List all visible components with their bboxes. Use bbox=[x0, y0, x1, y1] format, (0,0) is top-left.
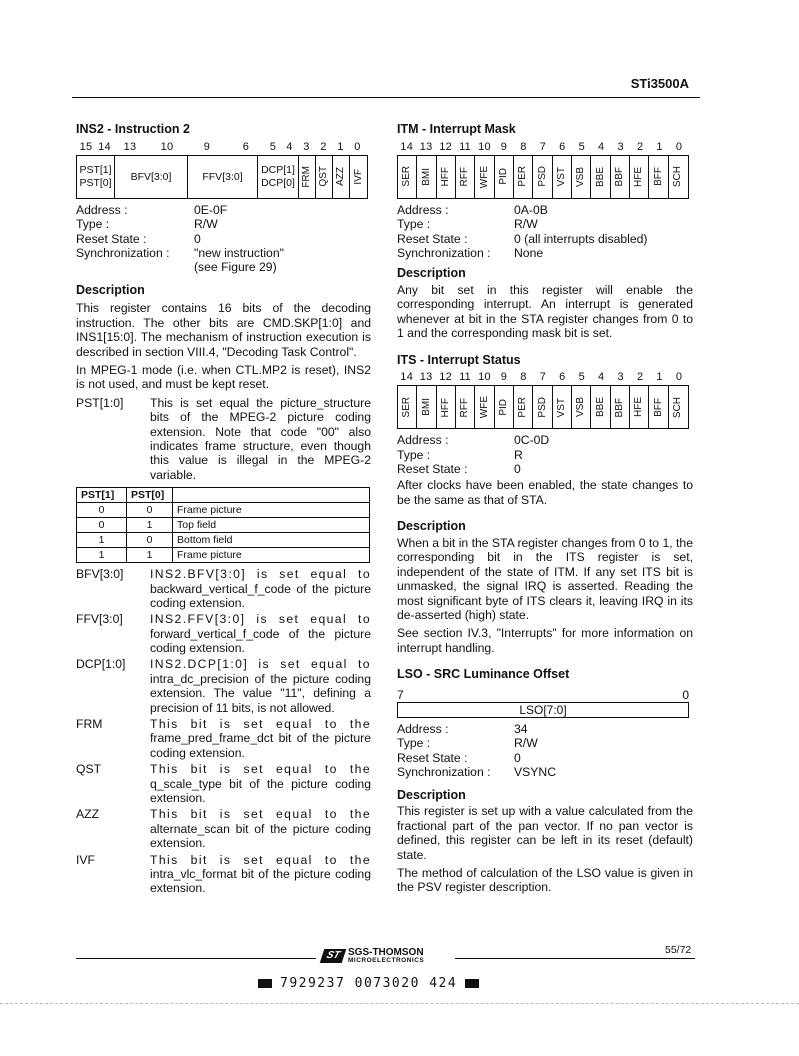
bit-number: 5 bbox=[269, 140, 277, 153]
bit-number: 14 bbox=[400, 371, 414, 384]
table-cell: Top field bbox=[173, 518, 370, 533]
field-vsb: VSB bbox=[572, 156, 591, 198]
field-vst: VST bbox=[553, 386, 572, 428]
field-psd: PSD bbox=[533, 386, 552, 428]
table-cell: 1 bbox=[127, 518, 173, 533]
ins2-description-p1: This register contains 16 bits of the decoding instruction. The other bits are CMD.SKP[1:0] and INS1[15:0]. The mechanism of instruction execution is described in section VIII.4, "Decoding Task Control". bbox=[76, 301, 371, 359]
lso-title: LSO - SRC Luminance Offset bbox=[397, 667, 570, 682]
bit-number: 12 bbox=[439, 140, 453, 153]
definition-term: IVF bbox=[76, 852, 95, 867]
prop-value: 0 (all interrupts disabled) bbox=[514, 231, 648, 246]
table-cell: 1 bbox=[127, 548, 173, 563]
footer-rule-left bbox=[76, 958, 316, 959]
field-bfv: BFV[3:0] bbox=[115, 156, 188, 198]
table-header: PST[0] bbox=[127, 488, 173, 503]
pst-definition bbox=[76, 396, 371, 484]
field-hfe: HFE bbox=[630, 386, 649, 428]
document-code bbox=[258, 976, 479, 991]
table-header: PST[1] bbox=[77, 488, 127, 503]
bit-number: 1 bbox=[656, 371, 663, 384]
logo-line-2: MICROELECTRONICS bbox=[348, 956, 425, 964]
st-logo-icon: ST bbox=[320, 949, 347, 963]
prop-label: Reset State : bbox=[397, 462, 468, 477]
page-edge-line bbox=[0, 1003, 799, 1004]
field-per: PER bbox=[514, 156, 533, 198]
its-note: After clocks have been enabled, the state changes to be the same as that of STA. bbox=[397, 478, 693, 507]
its-title: ITS - Interrupt Status bbox=[397, 352, 521, 367]
bit-number: 0 bbox=[354, 140, 361, 153]
bit-number: 6 bbox=[242, 140, 250, 153]
field-bbf: BBF bbox=[611, 386, 630, 428]
field-hfe: HFE bbox=[630, 156, 649, 198]
definition-text: This bit is set equal to the intra_vlc_format bit of the picture coding extension. bbox=[150, 852, 371, 896]
bit-number: 2 bbox=[636, 140, 644, 153]
field-dcp: DCP[1] DCP[0] bbox=[258, 156, 299, 198]
bit-number: 6 bbox=[559, 371, 566, 384]
bit-number: 3 bbox=[617, 371, 624, 384]
prop-label: Address : bbox=[76, 202, 128, 217]
prop-value: VSYNC bbox=[514, 765, 556, 780]
prop-value: R/W bbox=[514, 217, 538, 232]
field-ivf: IVF bbox=[352, 168, 364, 185]
its-properties bbox=[397, 433, 693, 476]
bit-number: 13 bbox=[419, 140, 433, 153]
code-text: 7929237 0073020 424 bbox=[280, 976, 458, 991]
company-logo bbox=[322, 948, 424, 964]
bit-number: 1 bbox=[656, 140, 663, 153]
table-row bbox=[77, 503, 370, 518]
field-sch: SCH bbox=[672, 166, 684, 188]
ins2-register-diagram bbox=[76, 155, 368, 199]
right-column bbox=[397, 122, 693, 899]
its-description-heading: Description bbox=[397, 519, 466, 534]
field-rff: RFF bbox=[456, 386, 475, 428]
prop-value: None bbox=[514, 245, 544, 260]
table-row bbox=[77, 533, 370, 548]
bit-number: 3 bbox=[617, 140, 624, 153]
definition-text: This bit is set equal to the alternate_scan bit of the picture coding extension. bbox=[150, 807, 371, 851]
definition-text: INS2.DCP[1:0] is set equal to intra_dc_precision of the picture coding extension. The value "11", defining a precision of 11 bits, is not allowed. bbox=[150, 657, 371, 715]
field-ser: SER bbox=[398, 156, 417, 198]
bit-number: 4 bbox=[598, 140, 605, 153]
its-description-p2: See section IV.3, "Interrupts" for more information on interrupt handling. bbox=[397, 626, 693, 655]
prop-label: Reset State : bbox=[397, 231, 468, 246]
page-number: 55/72 bbox=[665, 944, 692, 956]
table-header bbox=[173, 488, 370, 503]
field-pst: PST[1] PST[0] bbox=[77, 156, 115, 198]
prop-value: "new instruction" (see Figure 29) bbox=[194, 245, 284, 275]
table-header-row bbox=[77, 488, 370, 503]
definition-text: This bit is set equal to the frame_pred_frame_dct bit of the picture coding extension. bbox=[150, 717, 371, 760]
itm-description-heading: Description bbox=[397, 266, 466, 281]
field-hff: HFF bbox=[437, 386, 456, 428]
lso-properties bbox=[397, 722, 693, 780]
its-register-diagram bbox=[397, 385, 689, 429]
its-description-p1: When a bit in the STA register changes from 0 to 1, the corresponding bit in the ITS register is set, independent of the state of ITM. If any set ITS bit is unmasked, the signal IRQ is asserted. Reading the most significant byte of ITS clears it, leaving IRQ in its de-asserted (high) state. bbox=[397, 536, 693, 622]
bit-number: 2 bbox=[636, 371, 644, 384]
field-bbf: BBF bbox=[611, 156, 630, 198]
definition-text: INS2.FFV[3:0] is set equal to forward_vertical_f_code of the picture coding extension. bbox=[150, 612, 371, 656]
ins2-description-p2: In MPEG-1 mode (i.e. when CTL.MP2 is reset), INS2 is not used, and must be kept reset. bbox=[76, 362, 371, 392]
prop-value: 34 bbox=[514, 722, 528, 737]
field-ffv: FFV[3:0] bbox=[188, 156, 258, 198]
definition-text: This is set equal the picture_structure bits of the MPEG-2 picture coding extension. Note that code "00" also indicates frame structure, even though this value is illegal in the MPEG-2 variable. bbox=[150, 395, 371, 482]
field-bmi: BMI bbox=[417, 156, 436, 198]
bit-number: 8 bbox=[520, 140, 527, 153]
bit-number: 7 bbox=[539, 371, 547, 384]
bit-number: 7 bbox=[397, 687, 404, 702]
prop-label: Synchronization : bbox=[397, 245, 491, 260]
block-mark bbox=[465, 979, 479, 988]
prop-label: Reset State : bbox=[397, 750, 468, 765]
prop-label: Address : bbox=[397, 202, 449, 217]
table-row bbox=[77, 518, 370, 533]
ins2-description-heading: Description bbox=[76, 282, 145, 297]
bit-number: 0 bbox=[675, 371, 683, 384]
field-frm: FRM bbox=[299, 156, 316, 198]
prop-value: 0C-0D bbox=[514, 433, 550, 448]
definition-text: This bit is set equal to the q_scale_type bit of the picture coding extension. bbox=[150, 762, 371, 805]
prop-label: Synchronization : bbox=[76, 245, 170, 260]
prop-value: R/W bbox=[194, 217, 218, 232]
bit-number: 10 bbox=[160, 140, 174, 153]
prop-label: Type : bbox=[397, 447, 431, 462]
prop-label: Type : bbox=[76, 217, 110, 232]
prop-value: R bbox=[514, 447, 523, 462]
its-bit-numbers bbox=[397, 371, 693, 384]
logo-line-1: SGS-THOMSON bbox=[348, 947, 424, 958]
field-bmi: BMI bbox=[417, 386, 436, 428]
definition-term: AZZ bbox=[76, 807, 100, 822]
field-wfe: WFE bbox=[475, 386, 494, 428]
itm-properties bbox=[397, 203, 693, 261]
pst-table bbox=[76, 487, 370, 563]
bit-number: 13 bbox=[123, 140, 137, 153]
field-bbe: BBE bbox=[591, 156, 610, 198]
field-vsb: VSB bbox=[572, 386, 591, 428]
bit-number: 0 bbox=[682, 687, 689, 702]
field-wfe: WFE bbox=[475, 156, 494, 198]
definition-term: BFV[3:0] bbox=[76, 567, 124, 582]
field-pid: PID bbox=[495, 386, 514, 428]
table-cell: 0 bbox=[77, 503, 127, 518]
prop-label: Type : bbox=[397, 217, 431, 232]
prop-value: 0E-0F bbox=[194, 202, 228, 217]
bit-number: 6 bbox=[559, 140, 566, 153]
bit-number: 14 bbox=[400, 140, 414, 153]
bit-number: 8 bbox=[520, 371, 527, 384]
lso-description-p1: This register is set up with a value calculated from the fractional part of the pan vector. If no pan vector is defined, this register can be left in its reset (default) state. bbox=[397, 804, 693, 862]
bit-number: 11 bbox=[459, 140, 472, 153]
itm-description-p1: Any bit set in this register will enable the corresponding interrupt. An interrupt is generated whenever at bit in the STA register changes from 0 to 1 and the corresponding mask bit is set. bbox=[397, 283, 693, 341]
bit-number: 10 bbox=[478, 371, 491, 384]
field-sch: SCH bbox=[672, 396, 684, 418]
lso-bit-numbers bbox=[397, 688, 689, 702]
table-cell: Frame picture bbox=[173, 503, 370, 518]
table-cell: 0 bbox=[127, 503, 173, 518]
prop-label: Type : bbox=[397, 736, 431, 751]
header-rule bbox=[72, 97, 700, 98]
bit-number: 13 bbox=[419, 371, 433, 384]
footer-rule-right bbox=[455, 958, 695, 959]
itm-register-diagram bbox=[397, 155, 689, 199]
prop-label: Reset State : bbox=[76, 231, 147, 246]
bit-number: 5 bbox=[578, 140, 586, 153]
table-cell: Bottom field bbox=[173, 533, 370, 548]
bit-number: 4 bbox=[598, 371, 605, 384]
definition-term: QST bbox=[76, 762, 102, 777]
prop-value: 0A-0B bbox=[514, 202, 548, 217]
prop-value: 0 bbox=[194, 231, 201, 246]
field-psd: PSD bbox=[533, 156, 552, 198]
bit-number: 11 bbox=[459, 371, 472, 384]
prop-value: 0 bbox=[514, 750, 521, 765]
bit-number: 7 bbox=[539, 140, 547, 153]
company-name bbox=[348, 948, 424, 964]
bit-number: 0 bbox=[675, 140, 683, 153]
bit-number: 5 bbox=[578, 371, 586, 384]
field-bff: BFF bbox=[649, 386, 668, 428]
table-cell: 1 bbox=[77, 533, 127, 548]
bit-number: 2 bbox=[320, 140, 327, 153]
bit-number: 15 bbox=[79, 140, 93, 153]
prop-label: Address : bbox=[397, 722, 449, 737]
table-cell: 0 bbox=[77, 518, 127, 533]
field-vst: VST bbox=[553, 156, 572, 198]
prop-value: 0 bbox=[514, 462, 521, 477]
bit-number: 4 bbox=[286, 140, 293, 153]
itm-title: ITM - Interrupt Mask bbox=[397, 122, 516, 136]
prop-label: Synchronization : bbox=[397, 765, 491, 780]
document-title: STi3500A bbox=[630, 76, 689, 91]
definition-term: FRM bbox=[76, 717, 103, 732]
left-column bbox=[76, 122, 371, 898]
bit-number: 1 bbox=[337, 140, 344, 153]
lso-description-p2: The method of calculation of the LSO value is given in the PSV register description. bbox=[397, 865, 693, 895]
field-bbe: BBE bbox=[591, 386, 610, 428]
field-rff: RFF bbox=[456, 156, 475, 198]
field-azz: AZZ bbox=[333, 156, 350, 198]
ins2-properties bbox=[76, 203, 371, 275]
ins2-bit-numbers bbox=[76, 141, 371, 154]
lso-description-heading: Description bbox=[397, 787, 466, 802]
ins2-title: INS2 - Instruction 2 bbox=[76, 122, 190, 136]
bit-number: 3 bbox=[303, 140, 310, 153]
field-hff: HFF bbox=[437, 156, 456, 198]
prop-label: Address : bbox=[397, 433, 449, 448]
prop-value: R/W bbox=[514, 736, 538, 751]
definition-term: PST[1:0] bbox=[76, 395, 124, 410]
field-per: PER bbox=[514, 386, 533, 428]
definition-text: INS2.BFV[3:0] is set equal to backward_vertical_f_code of the picture coding extension. bbox=[150, 567, 371, 610]
bit-number: 14 bbox=[98, 140, 111, 153]
bit-number: 9 bbox=[500, 371, 508, 384]
definition-term: FFV[3:0] bbox=[76, 612, 123, 627]
bit-number: 10 bbox=[478, 140, 491, 153]
table-cell: Frame picture bbox=[173, 548, 370, 563]
field-ser: SER bbox=[398, 386, 417, 428]
field-lso: LSO[7:0] bbox=[519, 703, 567, 718]
field-qst: QST bbox=[316, 156, 333, 198]
field-definitions bbox=[76, 567, 371, 898]
table-cell: 1 bbox=[77, 548, 127, 563]
bit-number: 9 bbox=[500, 140, 508, 153]
definition-term: DCP[1:0] bbox=[76, 657, 126, 672]
field-bff: BFF bbox=[649, 156, 668, 198]
field-pid: PID bbox=[495, 156, 514, 198]
bit-number: 9 bbox=[203, 140, 211, 153]
table-cell: 0 bbox=[127, 533, 173, 548]
table-row bbox=[77, 548, 370, 563]
lso-register-diagram bbox=[397, 702, 689, 718]
block-mark bbox=[258, 979, 272, 988]
itm-bit-numbers bbox=[397, 141, 693, 154]
bit-number: 12 bbox=[439, 371, 453, 384]
